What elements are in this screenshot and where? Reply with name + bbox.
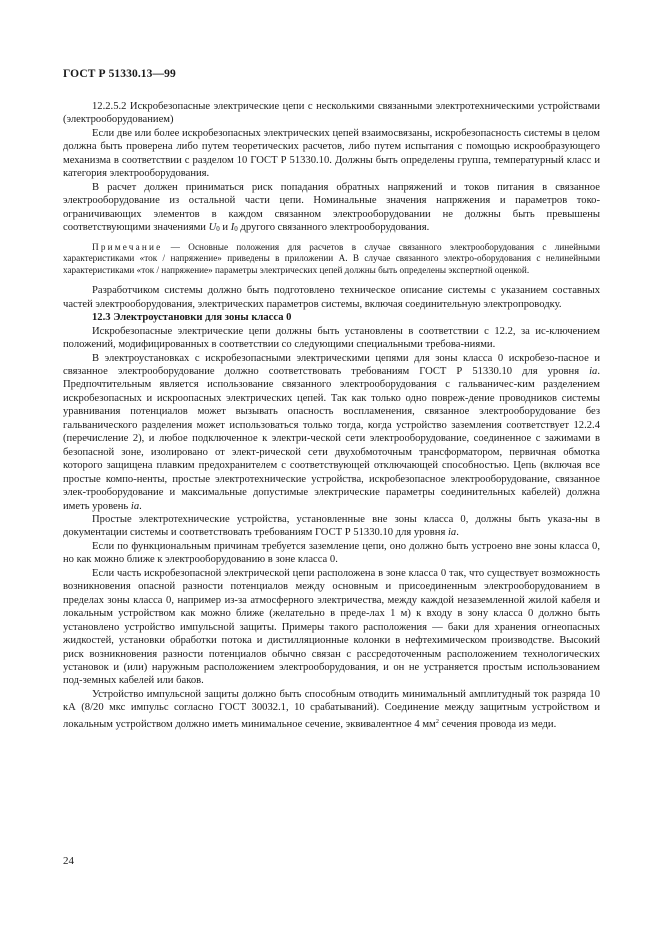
paragraph: Разработчиком системы должно быть подготовлено техническое описание системы с указанием составных частей электрооборудования, электрических параметров системы, включая соединительную электропроводку. (63, 285, 600, 310)
text-run: . (456, 527, 459, 539)
symbol-i: I (230, 222, 235, 234)
text-run: В электроустановках с искробезопасными электрическими цепями для зоны класса 0 искробезо-пасное и связанное электрооборудование должно соответствовать требованиям ГОСТ Р 51330.10 для уровня (63, 352, 600, 378)
symbol-u: U (208, 222, 217, 234)
paragraph: Искробезопасные электрические цепи должны быть установлены в соответствии с 12.2, за ис-ключением положений, модифицированных в соответствии со следующими специальными требова-ниями. (63, 325, 600, 351)
paragraph (63, 181, 600, 237)
text-run: Устройство импульсной защиты должно быть способным отводить минимальный амплитудный ток разряда 10 кА (8/20 мкс импульс согласно ГОСТ 30032.1, 10 срабатываний). Соединение между защитным устройством и локальным устройством должно иметь минимальное сечение, эквивалентное 4 мм (63, 688, 600, 730)
symbol-u-subscript: 0 (216, 225, 220, 234)
page-number: 24 (63, 855, 74, 867)
paragraph: Если две или более искробезопасных электрических цепей взаимосвязаны, искробезопасность системы в целом должна быть проверена либо путем теоретических расчетов, либо путем испытания с помощью искрообразующего механизма в соответствии с разделом 10 ГОСТ Р 51330.10. Должны быть определены группа, температурный класс и категория электрооборудования. (63, 127, 600, 180)
symbol-i-subscript: 0 (234, 225, 238, 234)
text-run: В расчет должен приниматься риск попадания обратных напряжений и токов питания в связанное электрооборудование из остальной части цепи. Номинальные значения напряжения и параметров токо-ограничивающих элементов в каждом связанном электрооборудовании не должны быть превышены соответствующими значениями (63, 181, 600, 234)
text-run: сечения провода из меди. (439, 718, 557, 730)
level-ia: ia (589, 366, 598, 378)
text-run: и (219, 222, 231, 234)
page-body (63, 100, 600, 731)
page-header: ГОСТ Р 51330.13—99 (63, 68, 176, 80)
paragraph (63, 513, 600, 540)
paragraph: Если по функциональным причинам требуется заземление цепи, оно должно быть устроено вне зоны класса 0, но как можно ближе к электрооборудованию в зоне класса 0. (63, 540, 600, 566)
paragraph: Если часть искробезопасной электрической цепи расположена в зоне класса 0 так, что существует возможность возникновения опасной разности потенциалов между основным и присоединенным электрооборудованием в пределах зоны класса 0, например из-за атмосферного электричества, между каждой незаземленной жилой кабеля и локальным устройством как можно ближе (желательно в преде-лах 1 м) к входу в зону класса 0 должно быть установлено устройство импульсной защиты. Примеры такого расположения — баки для хранения огнеопасных жидкостей, установки обработки потока и дистилляционные колонки в нефтехимическом производстве. Высокий риск возникновения разности потенциалов обычно связан с рассредоточенным расположением технологических установок и (или) наружным расположением электрооборудования, и он не устраняется простым использованием под-земных кабелей или баков. (63, 567, 600, 687)
paragraph (63, 352, 600, 513)
section-heading-12-3: 12.3 Электроустановки для зоны класса 0 (92, 312, 292, 324)
text-run: . Предпочтительным является использование связанного электрооборудования с гальваничес-ким разделением искробезопасных и искроопасных электрических цепей. Так как только одно повреж-дение проводников системы уравнивания потенциалов может вызывать опасность воспламенения, связанное электрооборудование без гальванического разделения может использоваться только тогда, когда устройство заземления соответствует 12.2.4 (перечисление 2), и любое подключенное к электри-ческой сети электрооборудование, соединенное с зажимами в безопасной зоне, изолировано от элект-рической сети двухобмоточным трансформатором, первичная обмотка которого защищена плавким предохранителем с соответствующей отключающей способностью. Цепь (включая все простые компо-ненты, простые электротехнические устройства, искробезопасное электрооборудование, связанное элек-трооборудование и максимальные допустимые электрические параметры соединительных кабелей) должна иметь уровень (63, 366, 600, 512)
text-run: другого связанного электрооборудования. (237, 222, 430, 234)
superscript: 2 (435, 717, 440, 725)
text-run: . (139, 500, 142, 512)
note (63, 242, 600, 277)
paragraph (63, 688, 600, 731)
level-ia: ia (447, 527, 457, 539)
note-text: — Основные положения для расчетов в случае связанного электрооборудования с линейными характеристиками «ток / напряжение» приведены в приложении А. В случае связанного электро-оборудования с нелинейными характеристиками «ток / напряжение» параметры электрических цепей должны быть определены экспертной оценкой. (63, 241, 600, 275)
level-ia: ia (130, 500, 140, 512)
clause-12-2-5-2: 12.2.5.2 Искробезопасные электрические цепи с несколькими связанными электротехническими устройствами (электрооборудованием) (63, 101, 600, 126)
text-run: Простые электротехнические устройства, установленные вне зоны класса 0, должны быть указа-ны в документации системы и соответствовать требованиям ГОСТ Р 51330.10 для уровня (63, 514, 600, 539)
note-label: Примечание (92, 241, 163, 252)
